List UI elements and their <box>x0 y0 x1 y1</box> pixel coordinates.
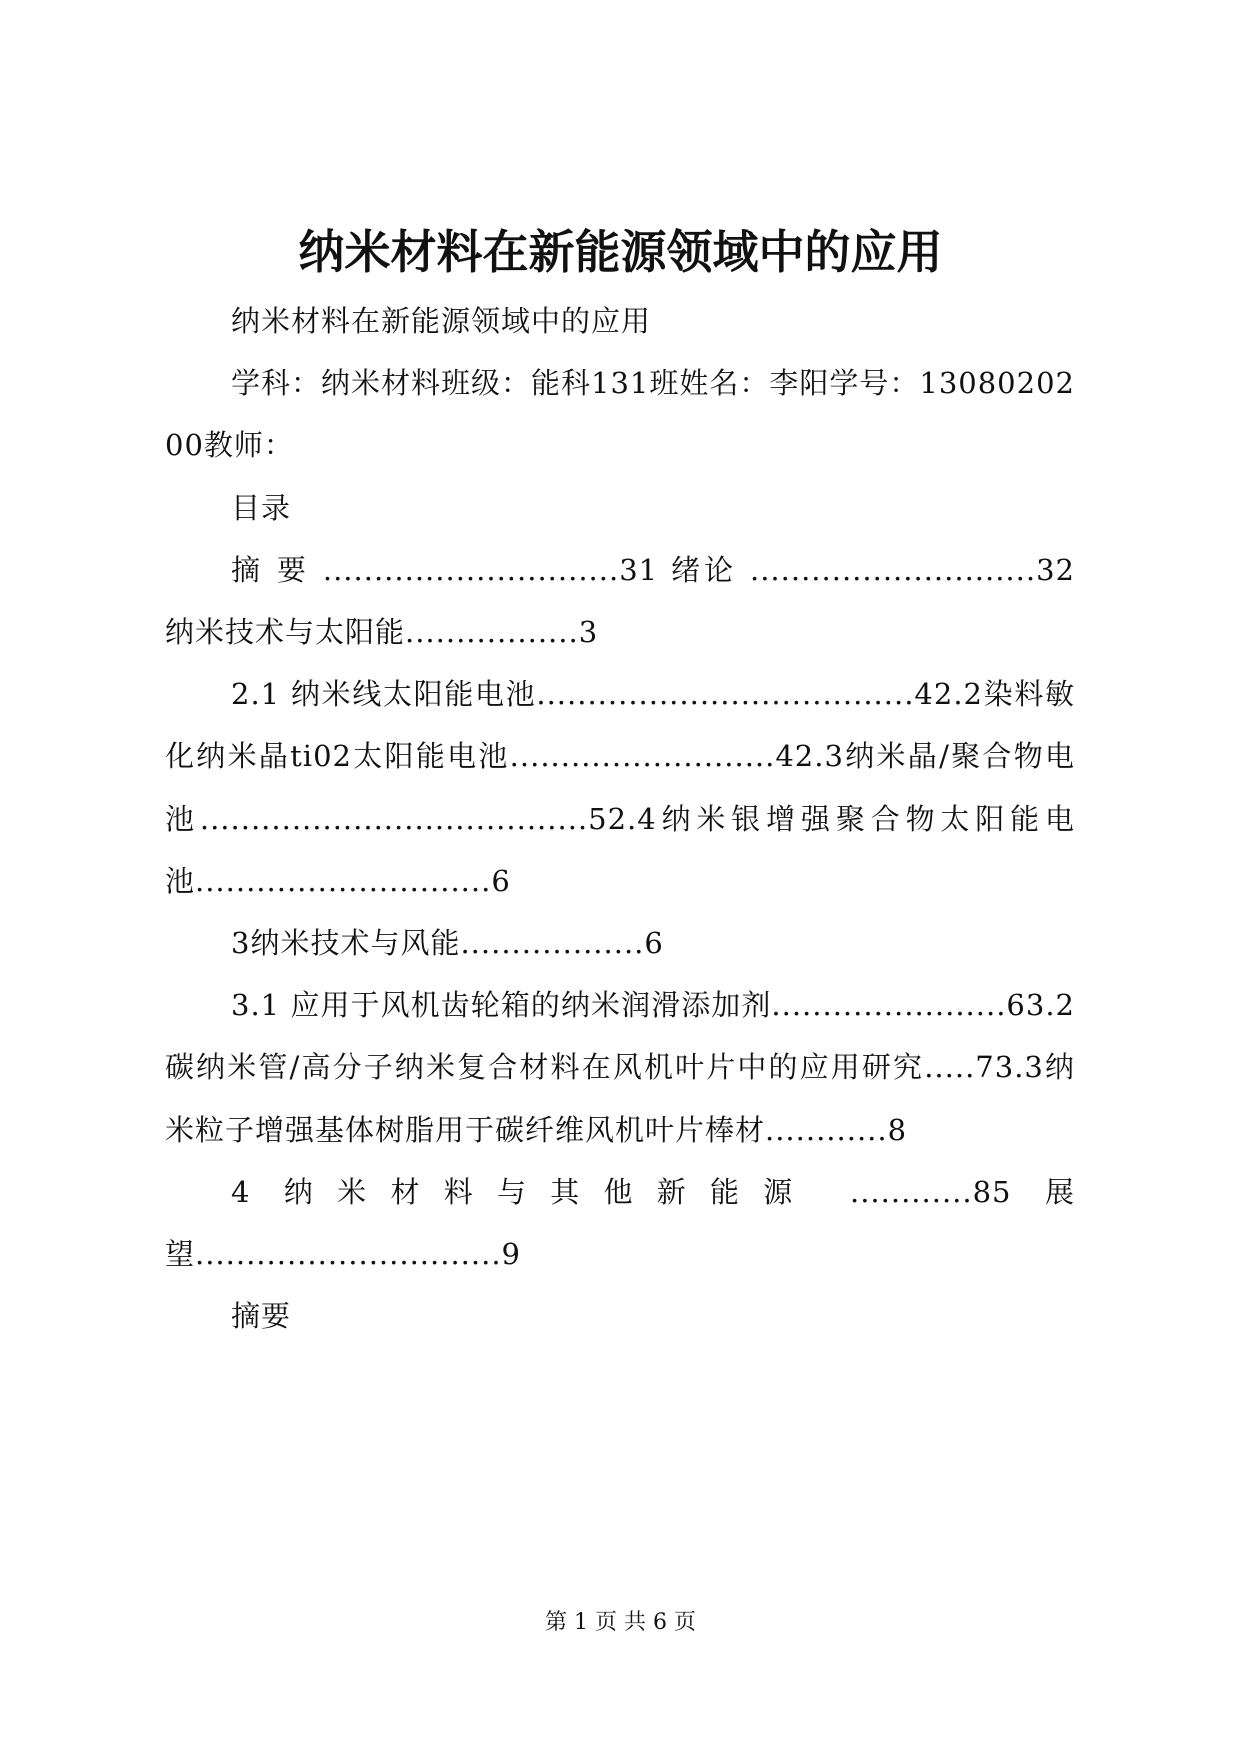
author-info-paragraph: 学科：纳米材料班级：能科131班姓名：李阳学号：1308020200教师： <box>165 366 1075 463</box>
toc-entry-3: 3纳米技术与风能..................6 <box>231 926 664 961</box>
abstract-heading: 摘要 <box>231 1299 292 1334</box>
document-title: 纳米材料在新能源领域中的应用 <box>298 225 943 279</box>
toc-entry-5: 4 纳米材料与其他新能源 ............85 展望..............................9 <box>165 1174 1075 1272</box>
toc-entry-1: 摘 要 .............................31 绪论 ............................32 纳米技术与太阳能.................3 <box>165 552 1075 650</box>
toc-heading: 目录 <box>231 490 292 525</box>
document-body <box>165 290 1075 1347</box>
toc-entry-4: 3.1 应用于风机齿轮箱的纳米润滑添加剂.......................63.2碳纳米管/高分子纳米复合材料在风机叶片中的应用研究.....73.3纳米粒子增强基体树脂用于碳纤维风机叶片棒材............8 <box>165 988 1075 1147</box>
page-footer: 第 1 页 共 6 页 <box>545 1610 696 1635</box>
subtitle-paragraph: 纳米材料在新能源领域中的应用 <box>231 304 652 338</box>
toc-entry-2: 2.1 纳米线太阳能电池.....................................42.2染料敏化纳米晶ti02太阳能电池..........................42.3纳米晶/聚合物电池......................................52.4纳米银增强聚合物太阳能电池.............................6 <box>165 677 1075 898</box>
